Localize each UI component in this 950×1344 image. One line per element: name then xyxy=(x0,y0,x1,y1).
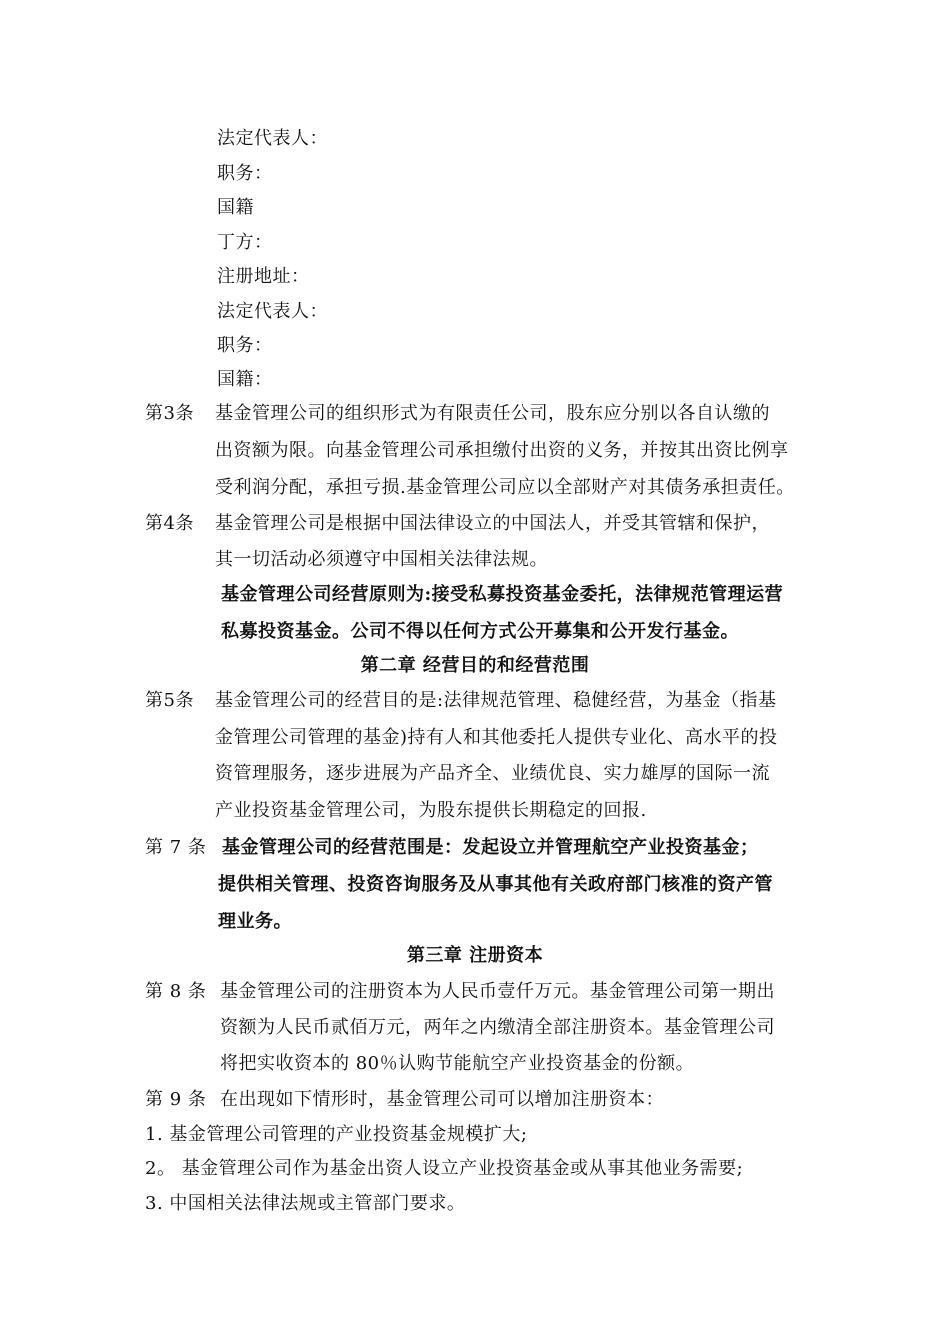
article-9-item-3: 3. 中国相关法律法规或主管部门要求。 xyxy=(145,1193,466,1214)
article-3-line-3: 受利润分配，承担亏损.基金管理公司应以全部财产对其债务承担责任。 xyxy=(215,477,795,498)
party-nationality-2: 国籍： xyxy=(217,369,273,390)
article-9-number: 第 9 条 xyxy=(145,1089,207,1110)
chapter-2-title: 第二章 经营目的和经营范围 xyxy=(360,655,590,676)
article-5-line-3: 资管理服务，逐步进展为产品齐全、业绩优良、实力雄厚的国际一流 xyxy=(215,763,770,784)
party-nationality: 国籍 xyxy=(217,197,254,218)
article-5-number: 第5条 xyxy=(145,690,194,711)
article-3-number: 第3条 xyxy=(145,403,194,424)
article-7-line-2: 提供相关管理、投资咨询服务及从事其他有关政府部门核准的资产管 xyxy=(218,874,773,895)
article-8-line-1: 基金管理公司的注册资本为人民币壹仟万元。基金管理公司第一期出 xyxy=(220,981,775,1002)
article-4-principle-line-2: 私募投资基金。公司不得以任何方式公开募集和公开发行基金。 xyxy=(221,621,739,642)
party-position-2: 职务： xyxy=(217,335,273,356)
article-4-line-2: 其一切活动必须遵守中国相关法律法规。 xyxy=(215,549,548,570)
chapter-3-title: 第三章 注册资本 xyxy=(406,945,544,966)
party-address: 注册地址： xyxy=(217,266,310,287)
article-5-line-4: 产业投资基金管理公司，为股东提供长期稳定的回报. xyxy=(215,800,647,821)
article-9-intro: 在出现如下情形时，基金管理公司可以增加注册资本： xyxy=(220,1089,664,1110)
article-3-line-2: 出资额为限。向基金管理公司承担缴付出资的义务，并按其出资比例享 xyxy=(215,440,789,461)
article-5-line-2: 金管理公司管理的基金)持有人和其他委托人提供专业化、高水平的投 xyxy=(215,727,778,748)
article-9-item-1: 1. 基金管理公司管理的产业投资基金规模扩大; xyxy=(145,1124,528,1145)
article-4-principle-line-1: 基金管理公司经营原则为:接受私募投资基金委托，法律规范管理运营 xyxy=(221,584,784,605)
article-8-line-2: 资额为人民币贰佰万元，两年之内缴清全部注册资本。基金管理公司 xyxy=(220,1017,775,1038)
article-3-line-1: 基金管理公司的组织形式为有限责任公司，股东应分别以各自认缴的 xyxy=(215,403,770,424)
party-legal-rep: 法定代表人： xyxy=(217,128,328,149)
party-position: 职务： xyxy=(217,163,273,184)
article-4-number: 第4条 xyxy=(145,513,194,534)
article-7-line-3: 理业务。 xyxy=(218,911,292,932)
article-8-number: 第 8 条 xyxy=(145,981,207,1002)
article-7-line-1: 基金管理公司的经营范围是：发起设立并管理航空产业投资基金； xyxy=(222,837,759,858)
article-8-line-3: 将把实收资本的 80％认购节能航空产业投资基金的份额。 xyxy=(220,1053,695,1074)
article-7-number: 第 7 条 xyxy=(145,837,207,858)
article-9-item-2: 2。 基金管理公司作为基金出资人设立产业投资基金或从事其他业务需要; xyxy=(145,1158,744,1179)
party-ding: 丁方： xyxy=(217,232,273,253)
party-legal-rep-2: 法定代表人： xyxy=(217,301,328,322)
article-5-line-1: 基金管理公司的经营目的是:法律规范管理、稳健经营，为基金（指基 xyxy=(215,690,777,711)
article-4-line-1: 基金管理公司是根据中国法律设立的中国法人，并受其管辖和保护， xyxy=(215,513,770,534)
